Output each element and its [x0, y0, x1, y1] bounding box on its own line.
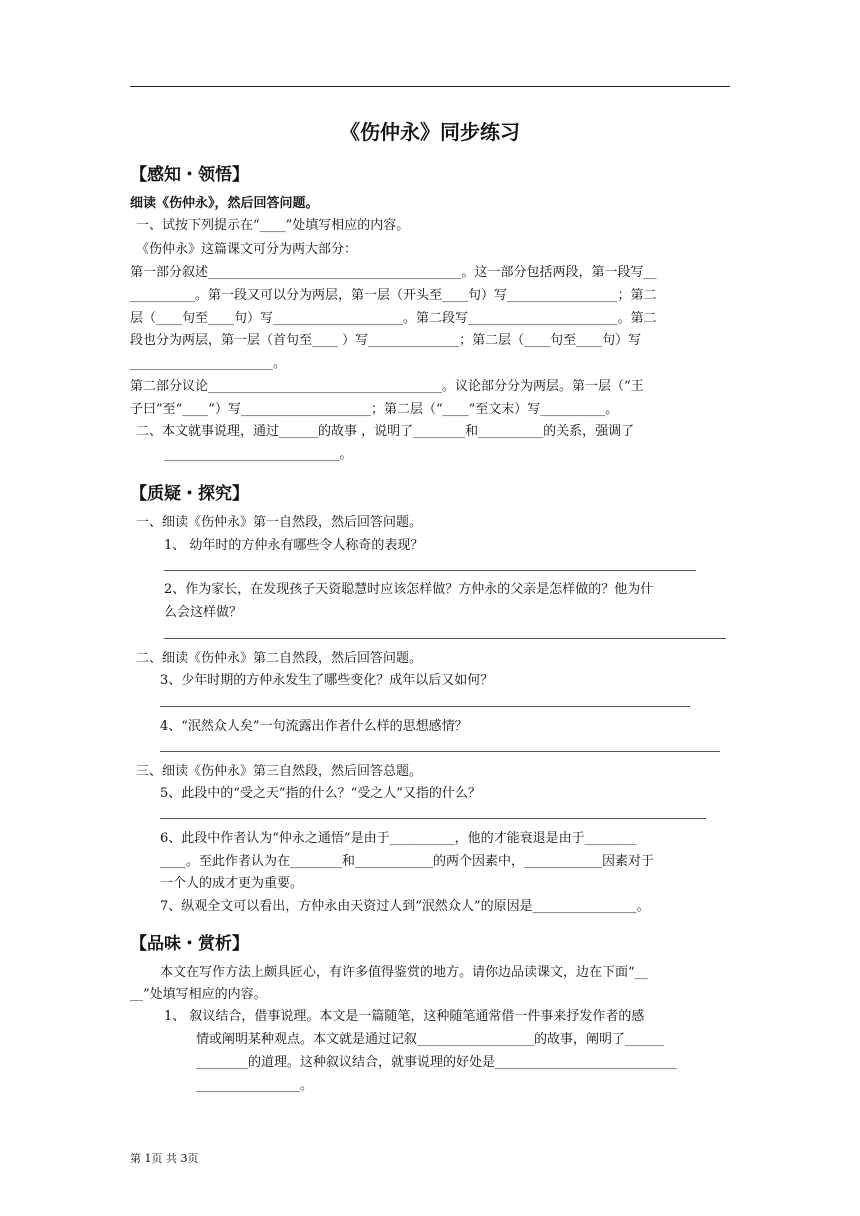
text-line: ________的道理。这种叙议结合，就事说理的好处是____________________________ [196, 1055, 678, 1070]
text-line: 一、细读《伤仲永》第一自然段，然后回答问题。 [136, 515, 423, 530]
question-2: 2、作为家长，在发现孩子天资聪慧时应该怎样做？方仲永的父亲是怎样做的？他为什 [164, 582, 654, 597]
question-3: 3、少年时期的方仲永发生了哪些变化？成年以后又如何？ [160, 673, 494, 688]
text-line: __”处填写相应的内容。 [130, 987, 267, 1002]
text-line: 1、 叙议结合，借事说理。本文是一篇随笔，这种随笔通常借一件事来抒发作者的感 [164, 1009, 645, 1024]
text-line: 段也分为两层，第一层（首句至____ ）写______________；第二层（____句至____句）写 [130, 333, 642, 348]
text-line: 三、细读《伤仲永》第三自然段，然后回答总题。 [136, 764, 423, 779]
text-line: __________。第一段又可以分为两层，第一层（开头至____句）写_________________；第二 [130, 288, 657, 303]
text-line: 一、试按下列提示在“____”处填写相应的内容。 [136, 218, 410, 233]
section-heading-perception: 【感知・领悟】 [130, 165, 249, 185]
answer-line [164, 638, 726, 639]
page-footer: 第 1页 共 3页 [130, 1152, 199, 1165]
text-line: 一个人的成才更为重要。 [160, 876, 304, 891]
section-heading-appreciation: 【品味・赏析】 [130, 934, 249, 954]
text-line: 《伤仲永》这篇课文可分为两大部分： [136, 242, 358, 257]
page-title: 《伤仲永》同步练习 [340, 120, 520, 144]
question-6: 6、此段中作者认为“仲永之通悟”是由于__________，他的才能衰退是由于________ [160, 831, 637, 846]
text-line: ________________。 [196, 1078, 314, 1093]
header-rule [130, 86, 730, 87]
question-5: 5、此段中的“受之天”指的什么？“受之人”又指的什么？ [160, 786, 481, 801]
question-7: 7、纵观全文可以看出，方仲永由天资过人到“泯然众人”的原因是________________。 [160, 899, 650, 914]
answer-line [160, 818, 706, 819]
question-1: 1、 幼年时的方仲永有哪些令人称奇的表现？ [164, 538, 424, 553]
answer-line [164, 570, 696, 571]
text-line: 子曰”至“____”）写____________________；第二层（“____”至文末）写__________。 [130, 402, 619, 417]
text-line: 第一部分叙述_______________________________________。这一部分包括两段，第一段写__ [130, 265, 657, 280]
answer-line [160, 751, 720, 752]
text-line: 二、细读《伤仲永》第二自然段，然后回答问题。 [136, 651, 423, 666]
text-line: ___________________________。 [164, 447, 353, 462]
text-line: 么会这样做？ [164, 605, 243, 620]
section-heading-inquiry: 【质疑・探究】 [130, 484, 249, 504]
instruction-text: 细读《伤仲永》，然后回答问题。 [130, 196, 319, 211]
text-line: 本文在写作方法上颇具匠心，有许多值得鉴赏的地方。请你边品读课文，边在下面“__ [160, 965, 648, 980]
text-line: 第二部分议论____________________________________。议论部分分为两层。第一层（“王 [130, 379, 644, 394]
answer-line [160, 706, 690, 707]
text-line: 层（____句至____句）写____________________。第二段写_______________________。第二 [130, 311, 657, 326]
text-line: ______________________。 [130, 356, 287, 371]
text-line: 二、本文就事说理，通过______的故事 ，说明了________和__________的关系，强调了 [136, 424, 635, 439]
text-line: 情或阐明某种观点。本文就是通过记叙__________________的故事，阐明了______ [196, 1032, 665, 1047]
question-4: 4、“泯然众人矣”一句流露出作者什么样的思想感情？ [160, 719, 468, 734]
text-line: ____。至此作者认为在________和____________的两个因素中，____________因素对于 [160, 854, 655, 869]
